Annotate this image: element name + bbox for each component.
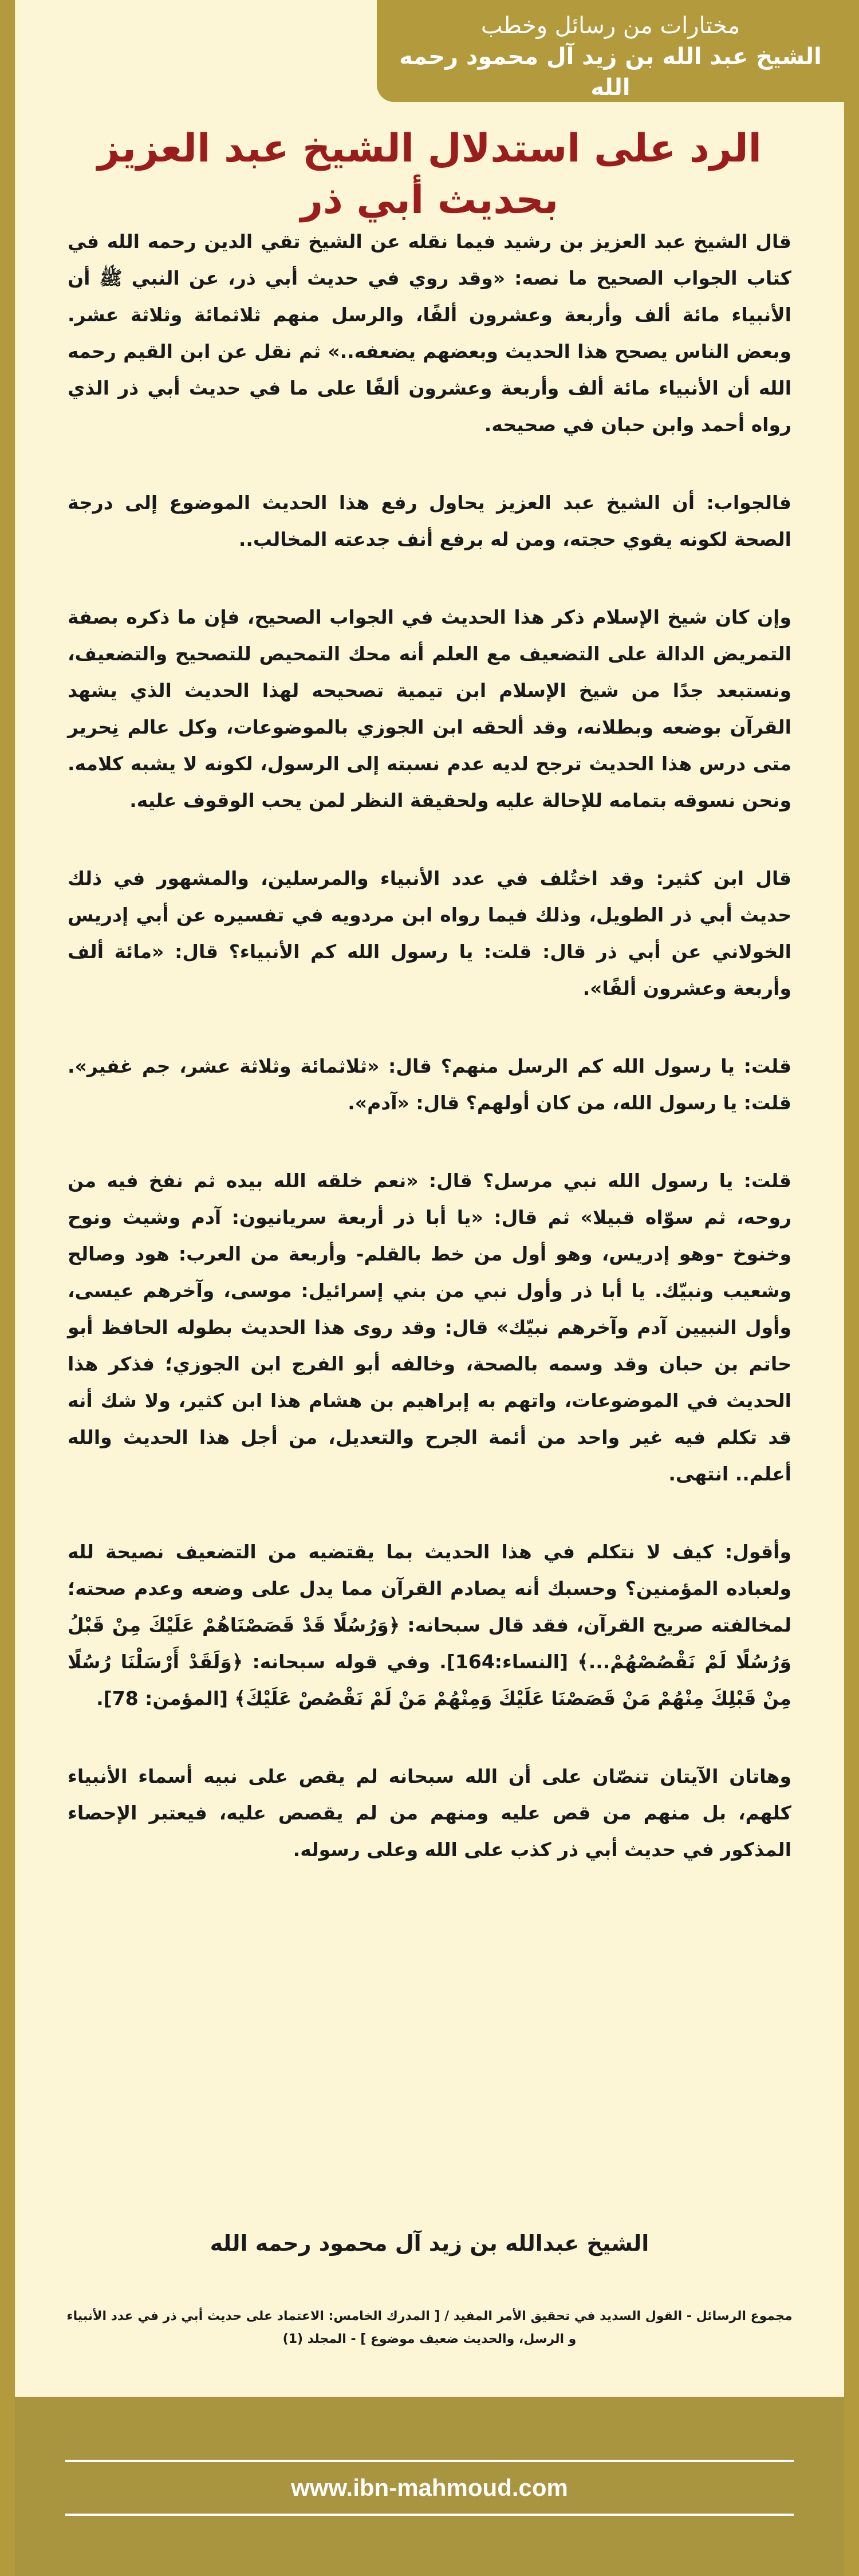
paragraph: قلت: يا رسول الله كم الرسل منهم؟ قال: «ثلاثمائة وثلاثة عشر، جم غفير». قلت: يا رسول الله، من كان أولهم؟ قال: «آدم». bbox=[68, 1055, 791, 1114]
paragraph: فالجواب: أن الشيخ عبد العزيز يحاول رفع هذا الحديث الموضوع إلى درجة الصحة لكونه يقوي حجته، ومن له برفع أنف جدعته المخالب.. bbox=[68, 491, 791, 550]
article-title: الرد على استدلال الشيخ عبد العزيز بحديث أبي ذر bbox=[97, 126, 762, 223]
header-author-name: الشيخ عبد الله بن زيد آل محمود رحمه الله bbox=[399, 44, 822, 101]
website-link[interactable]: www.ibn-mahmoud.com bbox=[291, 2474, 568, 2501]
document-page bbox=[15, 0, 844, 2576]
footer-url-bar bbox=[65, 2460, 794, 2516]
paragraph: وأقول: كيف لا نتكلم في هذا الحديث بما يقتضيه من التضعيف نصيحة لله ولعباده المؤمنين؟ وحسبك أنه يصادم القرآن مما يدل على وضعه وعدم صحته؛ لمخالفته صريح القرآن، فقد قال سبحانه: ﴿وَرُسُلًا قَدْ قَصَصْنَاهُمْ عَلَيْكَ مِنْ قَبْلُ وَرُسُلًا لَمْ نَقْصُصْهُمْ...﴾ [النساء:164]. وفي قوله سبحانه: ﴿وَلَقَدْ أَرْسَلْنَا رُسُلًا مِنْ قَبْلِكَ مِنْهُمْ مَنْ قَصَصْنَا عَلَيْكَ وَمِنْهُمْ مَنْ لَمْ نَقْصُصْ عَلَيْكَ﴾ [المؤمن: 78]. bbox=[68, 1541, 791, 1710]
frame-right bbox=[844, 0, 859, 2576]
paragraph: وإن كان شيخ الإسلام ذكر هذا الحديث في الجواب الصحيح، فإن ما ذكره بصفة التمريض الدالة على التضعيف مع العلم أنه محك التمحيص للتصحيح والتضعيف، ونستبعد جدًا من شيخ الإسلام ابن تيمية تصحيحه لهذا الحديث الذي يشهد القرآن بوضعه وبطلانه، وقد ألحقه ابن الجوزي بالموضوعات، وكل عالم نِحرير متى درس هذا الحديث ترجح لديه عدم نسبته إلى الرسول، لكونه لا يشبه كلامه. ونحن نسوقه بتمامه للإحالة عليه ولحقيقة النظر لمن يحب الوقوف عليه. bbox=[68, 606, 791, 812]
paragraph: قال ابن كثير: وقد اختُلف في عدد الأنبياء والمرسلين، والمشهور في ذلك حديث أبي ذر الطويل، وذلك فيما رواه ابن مردويه في تفسيره عن أبي إدريس الخولاني عن أبي ذر قال: قلت: يا رسول الله كم الأنبياء؟ قال: «مائة ألف وأربعة وعشرون ألفًا». bbox=[68, 867, 791, 999]
paragraph: قال الشيخ عبد العزيز بن رشيد فيما نقله عن الشيخ تقي الدين رحمه الله في كتاب الجواب الصحيح ما نصه: «وقد روي في حديث أبي ذر، عن النبي ﷺ أن الأنبياء مائة ألف وأربعة وعشرون ألفًا، والرسل منهم ثلاثمائة وثلاثة عشر. وبعض الناس يصحح هذا الحديث وبعضهم يضعفه..» ثم نقل عن ابن القيم رحمه الله أن الأنبياء مائة ألف وأربعة وعشرون ألفًا على ما في حديث أبي ذر الذي رواه أحمد وابن حبان في صحيحه. bbox=[68, 230, 791, 436]
source-reference: مجموع الرسائل - القول السديد في تحقيق الأمر المفيد / [ المدرك الخامس: الاعتماد على حديث أبي ذر في عدد الأنبياء و الرسل، والحديث ضعيف موضوع ] - المجلد (1) bbox=[66, 2309, 793, 2346]
header-series-title: مختارات من رسائل وخطب bbox=[480, 13, 740, 39]
footer bbox=[15, 2397, 844, 2576]
author-signature: الشيخ عبدالله بن زيد آل محمود رحمه الله bbox=[210, 2231, 649, 2256]
header-banner bbox=[377, 0, 844, 102]
article-body bbox=[68, 223, 791, 1909]
paragraph: قلت: يا رسول الله نبي مرسل؟ قال: «نعم خلقه الله بيده ثم نفخ فيه من روحه، ثم سوّاه قبيلا» ثم قال: «يا أبا ذر أربعة سريانيون: آدم وشيث ونوح وخنوخ -وهو إدريس، وهو أول من خط بالقلم- وأربعة من العرب: هود وصالح وشعيب ونبيّك. يا أبا ذر وأول نبي من بني إسرائيل: موسى، وآخرهم عيسى، وأول النبيين آدم وآخرهم نبيّك» قال: وقد روى هذا الحديث بطوله الحافظ أبو حاتم بن حبان وقد وسمه بالصحة، وخالفه أبو الفرج ابن الجوزي؛ فذكر هذا الحديث في الموضوعات، واتهم به إبراهيم بن هشام هذا ابن كثير، ولا شك أنه قد تكلم فيه غير واحد من أئمة الجرح والتعديل، من أجل هذا الحديث والله أعلم.. انتهى. bbox=[68, 1169, 791, 1485]
paragraph: وهاتان الآيتان تنصّان على أن الله سبحانه لم يقص على نبيه أسماء الأنبياء كلهم، بل منهم من قص عليه ومنهم من لم يقصص عليه، فيعتبر الإحصاء المذكور في حديث أبي ذر كذب على الله وعلى رسوله. bbox=[68, 1765, 791, 1861]
frame-left bbox=[0, 0, 15, 2576]
